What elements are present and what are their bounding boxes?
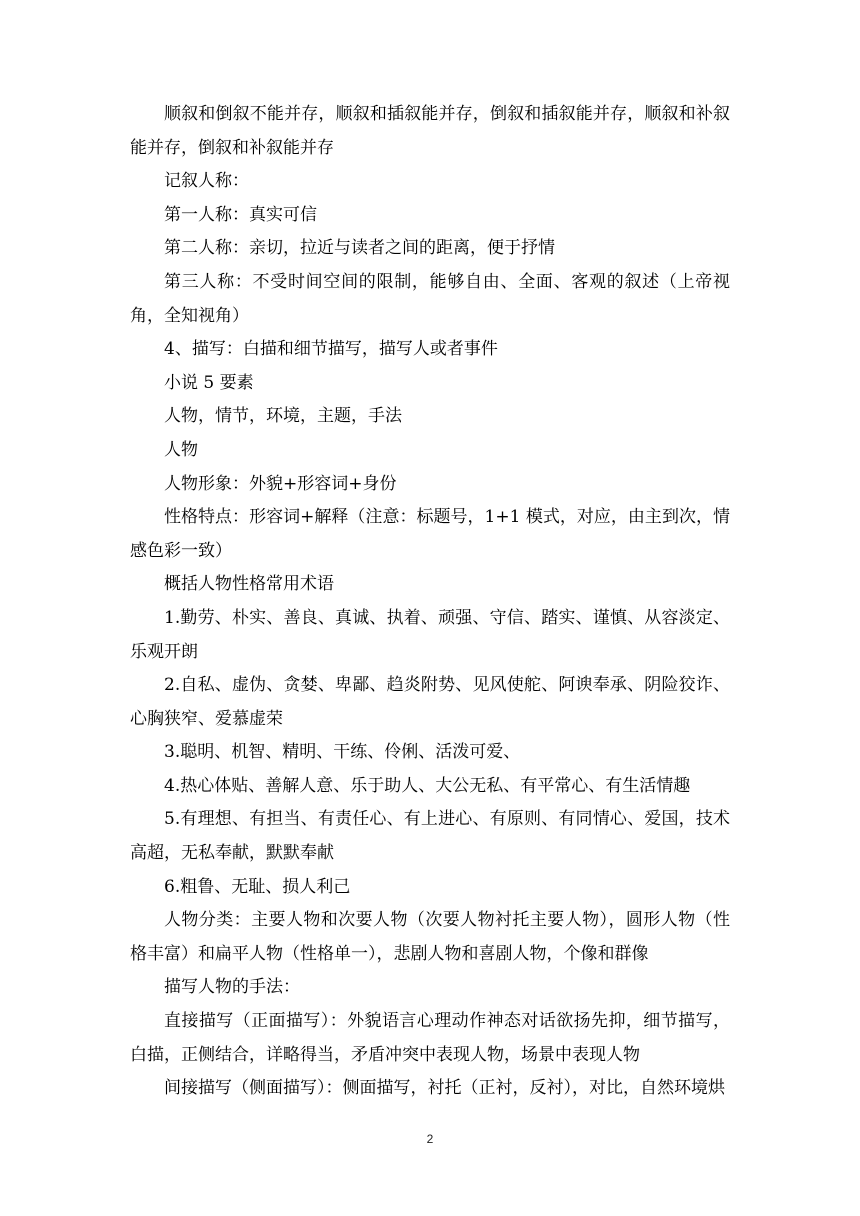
paragraph-sequence-rules: 顺叙和倒叙不能并存，顺叙和插叙能并存，倒叙和插叙能并存，顺叙和补叙能并存，倒叙和补叙能并存 — [130, 104, 730, 158]
paragraph-character-image: 人物形象：外貌+形容词+身份 — [164, 473, 397, 494]
paragraph-narrative-person: 记叙人称： — [164, 171, 249, 192]
paragraph-character-traits: 性格特点：形容词+解释（注意：标题号，1+1 模式，对应，由主到次，情感色彩一致） — [130, 507, 730, 561]
paragraph-description: 4、描写：白描和细节描写，描写人或者事件 — [164, 339, 498, 360]
list-item-terms-1: 1.勤劳、朴实、善良、真诚、执着、顽强、守信、踏实、谨慎、从容淡定、乐观开朗 — [130, 607, 730, 662]
list-item-terms-2: 2.自私、虚伪、贪婪、卑鄙、趋炎附势、见风使舵、阿谀奉承、阴险狡诈、心胸狭窄、爱慕虚荣 — [130, 675, 730, 729]
paragraph-character-heading: 人物 — [164, 439, 198, 460]
paragraph-indirect-description: 间接描写（侧面描写）：侧面描写，衬托（正衬，反衬），对比，自然环境烘 — [164, 1078, 725, 1099]
paragraph-novel-elements-heading: 小说 5 要素 — [164, 372, 254, 393]
paragraph-second-person: 第二人称：亲切，拉近与读者之间的距离，便于抒情 — [164, 238, 555, 259]
list-item-terms-4: 4.热心体贴、善解人意、乐于助人、大公无私、有平常心、有生活情趣 — [164, 775, 691, 796]
paragraph-direct-description: 直接描写（正面描写）：外貌语言心理动作神态对话欲扬先抑，细节描写，白描，正侧结合，详略得当，矛盾冲突中表现人物，场景中表现人物 — [130, 1011, 730, 1065]
paragraph-novel-elements-list: 人物，情节，环境，主题，手法 — [164, 406, 402, 427]
list-item-terms-3: 3.聪明、机智、精明、干练、伶俐、活泼可爱、 — [164, 742, 521, 763]
page-number: 2 — [426, 1132, 434, 1146]
list-item-terms-6: 6.粗鲁、无耻、损人利己 — [164, 876, 351, 897]
paragraph-character-types: 人物分类：主要人物和次要人物（次要人物衬托主要人物），圆形人物（性格丰富）和扁平人物（性格单一），悲剧人物和喜剧人物，个像和群像 — [130, 910, 730, 964]
paragraph-techniques-heading: 描写人物的手法： — [164, 977, 300, 998]
paragraph-first-person: 第一人称：真实可信 — [164, 204, 317, 225]
list-item-terms-5: 5.有理想、有担当、有责任心、有上进心、有原则、有同情心、爱国，技术高超，无私奉献，默默奉献 — [130, 809, 730, 864]
paragraph-third-person: 第三人称：不受时间空间的限制，能够自由、全面、客观的叙述（上帝视角，全知视角） — [130, 271, 730, 326]
paragraph-terms-heading: 概括人物性格常用术语 — [164, 574, 334, 595]
document-body — [130, 98, 730, 1106]
